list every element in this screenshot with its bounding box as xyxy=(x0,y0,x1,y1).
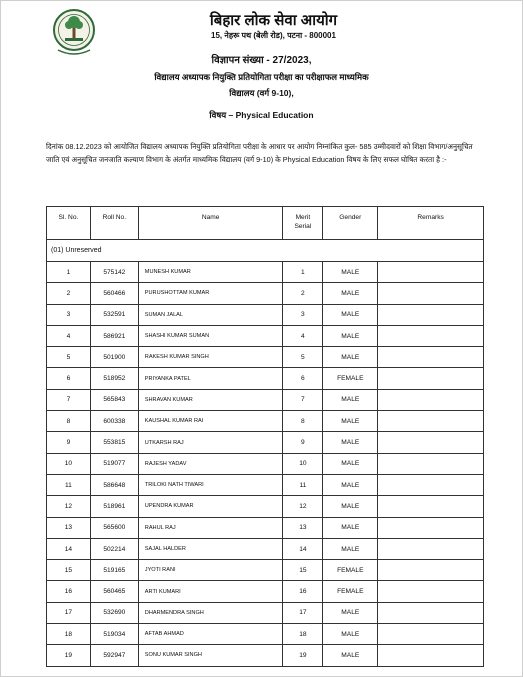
cell-sl-no: 18 xyxy=(47,624,91,645)
table-row xyxy=(47,560,484,581)
cell-remarks xyxy=(378,283,484,304)
cell-gender: MALE xyxy=(323,432,378,453)
cell-name: AFTAB AHMAD xyxy=(138,624,283,645)
cell-merit-serial: 14 xyxy=(283,538,323,559)
cell-name: MUNESH KUMAR xyxy=(138,262,283,283)
subject-heading: विषय – Physical Education xyxy=(209,110,314,120)
cell-roll-no: 532690 xyxy=(90,602,138,623)
table-row xyxy=(47,368,484,389)
intro-paragraph: दिनांक 08.12.2023 को आयोजित विद्यालय अध्यापक नियुक्ति प्रतियोगिता परीक्षा के आधार पर आयोग निम्नांकित कुल- 585 उम्मीदवारों को शिक्षा विभाग/अनुसूचित जाति एवं अनुसूचित जनजाति कल्याण विभाग के अंतर्गत माध्यमिक विद्यालय (वर्ग 9-10) के Physical Education विषय के लिए सफल घोषित करता है :- xyxy=(46,142,473,164)
cell-gender: FEMALE xyxy=(323,581,378,602)
cell-roll-no: 575142 xyxy=(90,262,138,283)
cell-sl-no: 10 xyxy=(47,453,91,474)
cell-sl-no: 14 xyxy=(47,538,91,559)
cell-name: JYOTI RANI xyxy=(138,560,283,581)
table-row xyxy=(47,517,484,538)
section-label: (01) Unreserved xyxy=(47,240,484,262)
cell-sl-no: 19 xyxy=(47,645,91,666)
cell-name: UPENDRA KUMAR xyxy=(138,496,283,517)
cell-remarks xyxy=(378,581,484,602)
cell-roll-no: 560465 xyxy=(90,581,138,602)
cell-merit-serial: 17 xyxy=(283,602,323,623)
merit-header-line2: Serial xyxy=(294,223,312,230)
cell-gender: MALE xyxy=(323,389,378,410)
cell-name: SAJAL HALDER xyxy=(138,538,283,559)
cell-name: TRILOKI NATH TIWARI xyxy=(138,474,283,495)
cell-name: SHASHI KUMAR SUMAN xyxy=(138,325,283,346)
cell-remarks xyxy=(378,602,484,623)
cell-remarks xyxy=(378,624,484,645)
cell-name: SHRAVAN KUMAR xyxy=(138,389,283,410)
table-row xyxy=(47,538,484,559)
org-address: 15, नेहरू पथ (बेली रोड), पटना - 800001 xyxy=(211,31,336,40)
cell-remarks xyxy=(378,325,484,346)
cell-name: PURUSHOTTAM KUMAR xyxy=(138,283,283,304)
table-row xyxy=(47,262,484,283)
cell-merit-serial: 12 xyxy=(283,496,323,517)
cell-roll-no: 532591 xyxy=(90,304,138,325)
table-row xyxy=(47,432,484,453)
cell-merit-serial: 8 xyxy=(283,411,323,432)
cell-gender: MALE xyxy=(323,304,378,325)
col-header-remarks: Remarks xyxy=(378,207,484,240)
cell-merit-serial: 2 xyxy=(283,283,323,304)
section-row xyxy=(47,240,484,262)
cell-gender: MALE xyxy=(323,624,378,645)
cell-roll-no: 560466 xyxy=(90,283,138,304)
cell-sl-no: 3 xyxy=(47,304,91,325)
table-row xyxy=(47,496,484,517)
cell-merit-serial: 13 xyxy=(283,517,323,538)
cell-sl-no: 12 xyxy=(47,496,91,517)
cell-sl-no: 11 xyxy=(47,474,91,495)
result-title-line2: विद्यालय (वर्ग 9-10), xyxy=(229,88,294,98)
org-name: बिहार लोक सेवा आयोग xyxy=(209,12,338,29)
col-header-roll-no: Roll No. xyxy=(90,207,138,240)
cell-roll-no: 518952 xyxy=(90,368,138,389)
table-row xyxy=(47,325,484,346)
cell-roll-no: 519077 xyxy=(90,453,138,474)
table-row xyxy=(47,602,484,623)
cell-name: PRIYANKA PATEL xyxy=(138,368,283,389)
table-row xyxy=(47,347,484,368)
cell-name: RAKESH KUMAR SINGH xyxy=(138,347,283,368)
cell-merit-serial: 9 xyxy=(283,432,323,453)
advertisement-number: विज्ञापन संख्या - 27/2023, xyxy=(211,55,312,66)
cell-remarks xyxy=(378,262,484,283)
cell-sl-no: 4 xyxy=(47,325,91,346)
table-row xyxy=(47,453,484,474)
cell-sl-no: 5 xyxy=(47,347,91,368)
cell-remarks xyxy=(378,645,484,666)
cell-gender: MALE xyxy=(323,262,378,283)
cell-remarks xyxy=(378,304,484,325)
table-row xyxy=(47,411,484,432)
cell-name: RAJESH YADAV xyxy=(138,453,283,474)
cell-gender: FEMALE xyxy=(323,560,378,581)
cell-remarks xyxy=(378,474,484,495)
cell-sl-no: 9 xyxy=(47,432,91,453)
cell-merit-serial: 6 xyxy=(283,368,323,389)
col-header-merit-serial xyxy=(283,207,323,240)
cell-roll-no: 518961 xyxy=(90,496,138,517)
cell-name: SONU KUMAR SINGH xyxy=(138,645,283,666)
cell-roll-no: 519034 xyxy=(90,624,138,645)
cell-remarks xyxy=(378,538,484,559)
cell-gender: MALE xyxy=(323,496,378,517)
cell-remarks xyxy=(378,411,484,432)
cell-gender: MALE xyxy=(323,453,378,474)
table-row xyxy=(47,283,484,304)
cell-merit-serial: 10 xyxy=(283,453,323,474)
cell-merit-serial: 4 xyxy=(283,325,323,346)
result-title-line1: विद्यालय अध्यापक नियुक्ति प्रतियोगिता परीक्षा का परीक्षाफल माध्यमिक xyxy=(154,72,369,82)
cell-sl-no: 17 xyxy=(47,602,91,623)
cell-merit-serial: 15 xyxy=(283,560,323,581)
table-row xyxy=(47,645,484,666)
table-row xyxy=(47,474,484,495)
merit-header-line1: Merit xyxy=(295,214,311,221)
cell-sl-no: 16 xyxy=(47,581,91,602)
cell-gender: FEMALE xyxy=(323,368,378,389)
cell-roll-no: 501900 xyxy=(90,347,138,368)
col-header-sl-no: Sl. No. xyxy=(47,207,91,240)
cell-name: SUMAN JALAL xyxy=(138,304,283,325)
cell-roll-no: 600338 xyxy=(90,411,138,432)
cell-gender: MALE xyxy=(323,474,378,495)
cell-gender: MALE xyxy=(323,538,378,559)
cell-merit-serial: 16 xyxy=(283,581,323,602)
cell-gender: MALE xyxy=(323,517,378,538)
cell-roll-no: 586921 xyxy=(90,325,138,346)
cell-merit-serial: 3 xyxy=(283,304,323,325)
table-row xyxy=(47,389,484,410)
table-row xyxy=(47,304,484,325)
cell-sl-no: 7 xyxy=(47,389,91,410)
cell-name: ARTI KUMARI xyxy=(138,581,283,602)
cell-gender: MALE xyxy=(323,411,378,432)
cell-sl-no: 1 xyxy=(47,262,91,283)
table-row xyxy=(47,581,484,602)
col-header-name: Name xyxy=(138,207,283,240)
results-table xyxy=(46,206,484,667)
cell-merit-serial: 18 xyxy=(283,624,323,645)
cell-roll-no: 565843 xyxy=(90,389,138,410)
cell-roll-no: 592947 xyxy=(90,645,138,666)
cell-sl-no: 8 xyxy=(47,411,91,432)
cell-merit-serial: 11 xyxy=(283,474,323,495)
cell-merit-serial: 5 xyxy=(283,347,323,368)
cell-sl-no: 15 xyxy=(47,560,91,581)
cell-gender: MALE xyxy=(323,602,378,623)
cell-roll-no: 586648 xyxy=(90,474,138,495)
cell-remarks xyxy=(378,347,484,368)
cell-name: DHARMENDRA SINGH xyxy=(138,602,283,623)
cell-remarks xyxy=(378,368,484,389)
cell-remarks xyxy=(378,560,484,581)
cell-roll-no: 519165 xyxy=(90,560,138,581)
cell-roll-no: 502214 xyxy=(90,538,138,559)
cell-gender: MALE xyxy=(323,283,378,304)
cell-merit-serial: 19 xyxy=(283,645,323,666)
cell-sl-no: 2 xyxy=(47,283,91,304)
cell-gender: MALE xyxy=(323,325,378,346)
cell-sl-no: 13 xyxy=(47,517,91,538)
col-header-gender: Gender xyxy=(323,207,378,240)
cell-sl-no: 6 xyxy=(47,368,91,389)
cell-remarks xyxy=(378,453,484,474)
cell-remarks xyxy=(378,517,484,538)
table-row xyxy=(47,624,484,645)
cell-remarks xyxy=(378,496,484,517)
cell-roll-no: 565600 xyxy=(90,517,138,538)
cell-merit-serial: 1 xyxy=(283,262,323,283)
cell-gender: MALE xyxy=(323,347,378,368)
cell-roll-no: 553815 xyxy=(90,432,138,453)
table-header-row xyxy=(47,207,484,240)
cell-remarks xyxy=(378,432,484,453)
cell-gender: MALE xyxy=(323,645,378,666)
cell-name: UTKARSH RAJ xyxy=(138,432,283,453)
cell-name: KAUSHAL KUMAR RAI xyxy=(138,411,283,432)
cell-name: RAHUL RAJ xyxy=(138,517,283,538)
cell-remarks xyxy=(378,389,484,410)
cell-merit-serial: 7 xyxy=(283,389,323,410)
